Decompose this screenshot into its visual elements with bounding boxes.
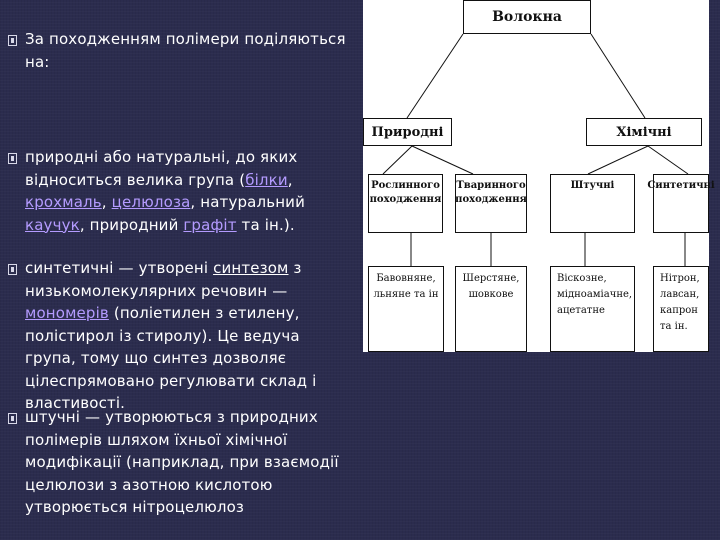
link-tseliuloza[interactable]: целюлоза bbox=[111, 193, 191, 211]
box-root: Волокна bbox=[463, 0, 591, 34]
bullet-artificial bbox=[8, 406, 353, 519]
artificial-text: штучні — утворюються з природних полімерів шляхом їхньої хімічної модифікації (наприклад, при взаємодії целюлози з азотною кислотою утворюється нітроцелюлоз bbox=[25, 408, 339, 516]
box-leaf-plant: Бавовняне, льняне та ін bbox=[368, 266, 444, 352]
natural-text bbox=[25, 146, 353, 236]
synthetic-before: синтетичні — утворені bbox=[25, 259, 214, 277]
box-artificial: Штучні bbox=[550, 174, 635, 233]
link-kauchuk[interactable]: каучук bbox=[25, 215, 80, 234]
box-synthetic: Синтетичні bbox=[653, 174, 709, 233]
box-leaf-synthetic: Нітрон, лавсан, капрон та ін. bbox=[653, 266, 709, 352]
bullet-intro bbox=[8, 28, 353, 73]
link-krokhmal[interactable]: крохмаль bbox=[25, 193, 102, 211]
box-leaf-artificial: Віскозне, мідноаміачне, ацетатне bbox=[550, 266, 635, 352]
synthetic-after: (поліетилен з етилену, полістирол із стиролу). Це ведуча група, тому що синтез дозволяє цілеспрямовано регулювати склад і властивості. bbox=[25, 304, 317, 412]
link-monomeriv[interactable]: мономерів bbox=[25, 304, 109, 322]
bullet-natural bbox=[8, 146, 353, 236]
sep: , bbox=[101, 193, 112, 211]
natural-after: та ін.). bbox=[236, 215, 295, 234]
bullet-synthetic bbox=[8, 257, 353, 415]
fibers-diagram bbox=[363, 0, 715, 352]
natural-mid: , натуральний bbox=[190, 193, 305, 211]
bullet-icon bbox=[8, 35, 17, 46]
link-bilky[interactable]: білки bbox=[245, 170, 288, 189]
link-syntez[interactable]: синтезом bbox=[213, 259, 289, 277]
link-hrafit[interactable]: графіт bbox=[183, 215, 237, 234]
box-leaf-animal: Шерстяне, шовкове bbox=[455, 266, 527, 352]
box-plant: Рослинного походження bbox=[368, 174, 443, 233]
bullet-icon bbox=[8, 153, 17, 164]
synthetic-text bbox=[25, 257, 353, 415]
bullet-icon bbox=[8, 264, 17, 275]
intro-text: За походженням полімери поділяються на: bbox=[25, 30, 346, 71]
sep: , bbox=[287, 170, 293, 189]
box-natural: Природні bbox=[363, 118, 452, 146]
natural-before: природні або натуральні, до яких відноситься велика група ( bbox=[25, 148, 298, 189]
box-chemical: Хімічні bbox=[586, 118, 702, 146]
box-animal: Тваринного походження bbox=[455, 174, 527, 233]
bullet-icon bbox=[8, 413, 17, 424]
natural-mid2: , природний bbox=[79, 215, 184, 234]
synthetic-mid: з низькомолекулярних речовин — bbox=[25, 259, 302, 300]
